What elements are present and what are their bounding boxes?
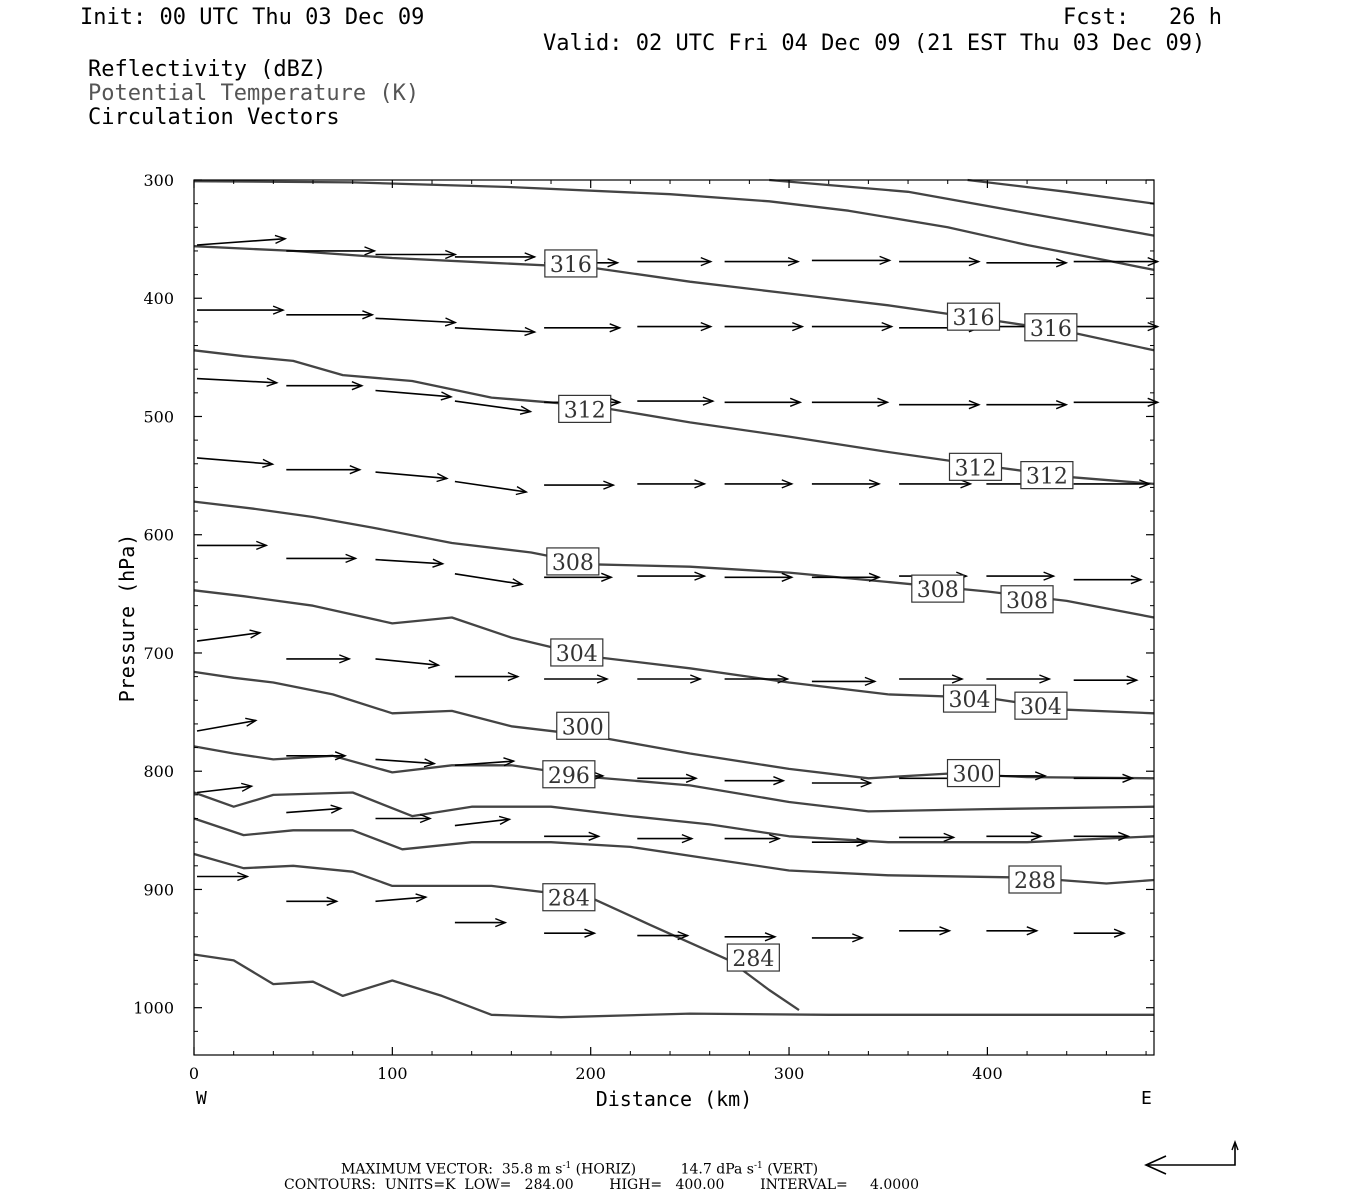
contour-label-layer [543, 250, 1077, 972]
contour-label-text: 284 [732, 947, 775, 973]
plot-frame [194, 180, 1154, 1055]
axis-layer [133, 171, 1154, 1083]
contour-label [1009, 866, 1061, 894]
contour-label-text: 316 [549, 252, 592, 278]
x-axis-title: Distance (km) [595, 1087, 753, 1111]
circulation-vector [455, 401, 531, 412]
contour-label-text: 288 [1013, 869, 1056, 894]
contour-label-text: 312 [954, 456, 997, 482]
contour-label-text: 284 [547, 886, 590, 912]
contour-label-text: 304 [948, 688, 991, 714]
circulation-vector [197, 379, 277, 383]
contour-label-text: 300 [561, 715, 604, 741]
contour-label-text: 308 [551, 550, 594, 576]
y-tick-label: 300 [143, 171, 174, 190]
circulation-vector [376, 759, 435, 763]
contour-label [559, 395, 611, 423]
theta-contour-312 [194, 350, 1154, 484]
y-tick-label: 700 [143, 643, 174, 663]
y-tick-label: 500 [143, 407, 174, 427]
contour-label [912, 575, 964, 603]
circulation-vector [455, 482, 526, 493]
contour-label [1021, 462, 1073, 490]
contour-label [1015, 692, 1067, 720]
x-tick-label: 400 [972, 1064, 1003, 1083]
y-tick-label: 1000 [133, 998, 174, 1018]
contour-label-text: 312 [563, 398, 606, 424]
field-potential-temperature: Potential Temperature (K) [88, 81, 420, 106]
circulation-vector [376, 659, 439, 665]
circulation-vector [197, 239, 285, 245]
circulation-vector [197, 786, 252, 792]
theta-contour-280 [194, 955, 1154, 1018]
x-tick-label: 100 [377, 1064, 408, 1083]
contour-label-text: 312 [1025, 464, 1068, 490]
circulation-vector [455, 328, 535, 332]
circulation-vector [197, 633, 260, 641]
y-tick-label: 400 [143, 289, 174, 309]
reference-vector-icon [1146, 1142, 1238, 1174]
x-tick-label: 300 [773, 1064, 805, 1083]
contour-label-text: 304 [555, 641, 598, 667]
contours-line: CONTOURS: UNITS=K LOW= 284.00 HIGH= 400.00 INTERVAL= 4.0000 [284, 1177, 919, 1193]
contour-label-text: 296 [547, 763, 590, 789]
contour-label [547, 548, 599, 576]
circulation-vector [455, 819, 510, 825]
theta-contour-328 [968, 180, 1154, 204]
field-reflectivity: Reflectivity (dBZ) [88, 57, 327, 82]
contour-label [727, 944, 779, 972]
x-end-label-east: E [1141, 1088, 1152, 1109]
circulation-vector [197, 721, 256, 732]
circulation-vector [376, 472, 447, 478]
y-tick-label: 900 [143, 880, 174, 900]
y-axis-title: Pressure (hPa) [115, 533, 139, 703]
circulation-vector [455, 574, 522, 585]
theta-contour-284 [194, 854, 799, 1010]
contour-label [557, 712, 609, 740]
valid-time: Valid: 02 UTC Fri 04 Dec 09 (21 EST Thu 03 Dec 09) [543, 31, 1206, 56]
circulation-vector [376, 318, 456, 322]
contour-label [944, 685, 996, 713]
contour-label-text: 316 [952, 306, 995, 332]
contour-label [949, 453, 1001, 481]
contour-label [551, 639, 603, 667]
circulation-vector [376, 560, 443, 564]
x-end-label-west: W [196, 1088, 207, 1109]
contour-label-text: 304 [1019, 695, 1062, 721]
x-tick-label: 200 [575, 1064, 606, 1083]
contour-label [1025, 314, 1077, 342]
y-tick-label: 800 [143, 762, 174, 782]
circulation-vector [376, 897, 426, 901]
circulation-vector [376, 391, 452, 397]
contour-label-text: 308 [1006, 588, 1049, 614]
circulation-vector [197, 458, 273, 464]
contour-label [543, 761, 595, 789]
theta-contour-292 [194, 793, 1154, 843]
contour-label [543, 884, 595, 912]
contour-label [545, 250, 597, 278]
contour-label-text: 308 [916, 578, 959, 604]
contour-label-text: 300 [952, 762, 995, 788]
field-circulation-vectors: Circulation Vectors [88, 105, 340, 130]
x-tick-label: 0 [188, 1064, 200, 1083]
contour-label-text: 316 [1029, 316, 1072, 342]
forecast-hour: Fcst: 26 h [1063, 5, 1222, 30]
circulation-vector [286, 808, 341, 812]
contour-label [1001, 586, 1053, 614]
contour-label [948, 760, 1000, 788]
max-vector-line: MAXIMUM VECTOR: 35.8 m $s^{-1}$ (HORIZ) 14.7 dPa $s^{-1}$ (VERT) [341, 1161, 819, 1178]
theta-contour-320 [194, 181, 1154, 270]
theta-contour-300 [194, 672, 1154, 778]
init-time: Init: 00 UTC Thu 03 Dec 09 [80, 5, 425, 30]
y-tick-label: 600 [143, 525, 174, 545]
contour-label [948, 303, 1000, 331]
